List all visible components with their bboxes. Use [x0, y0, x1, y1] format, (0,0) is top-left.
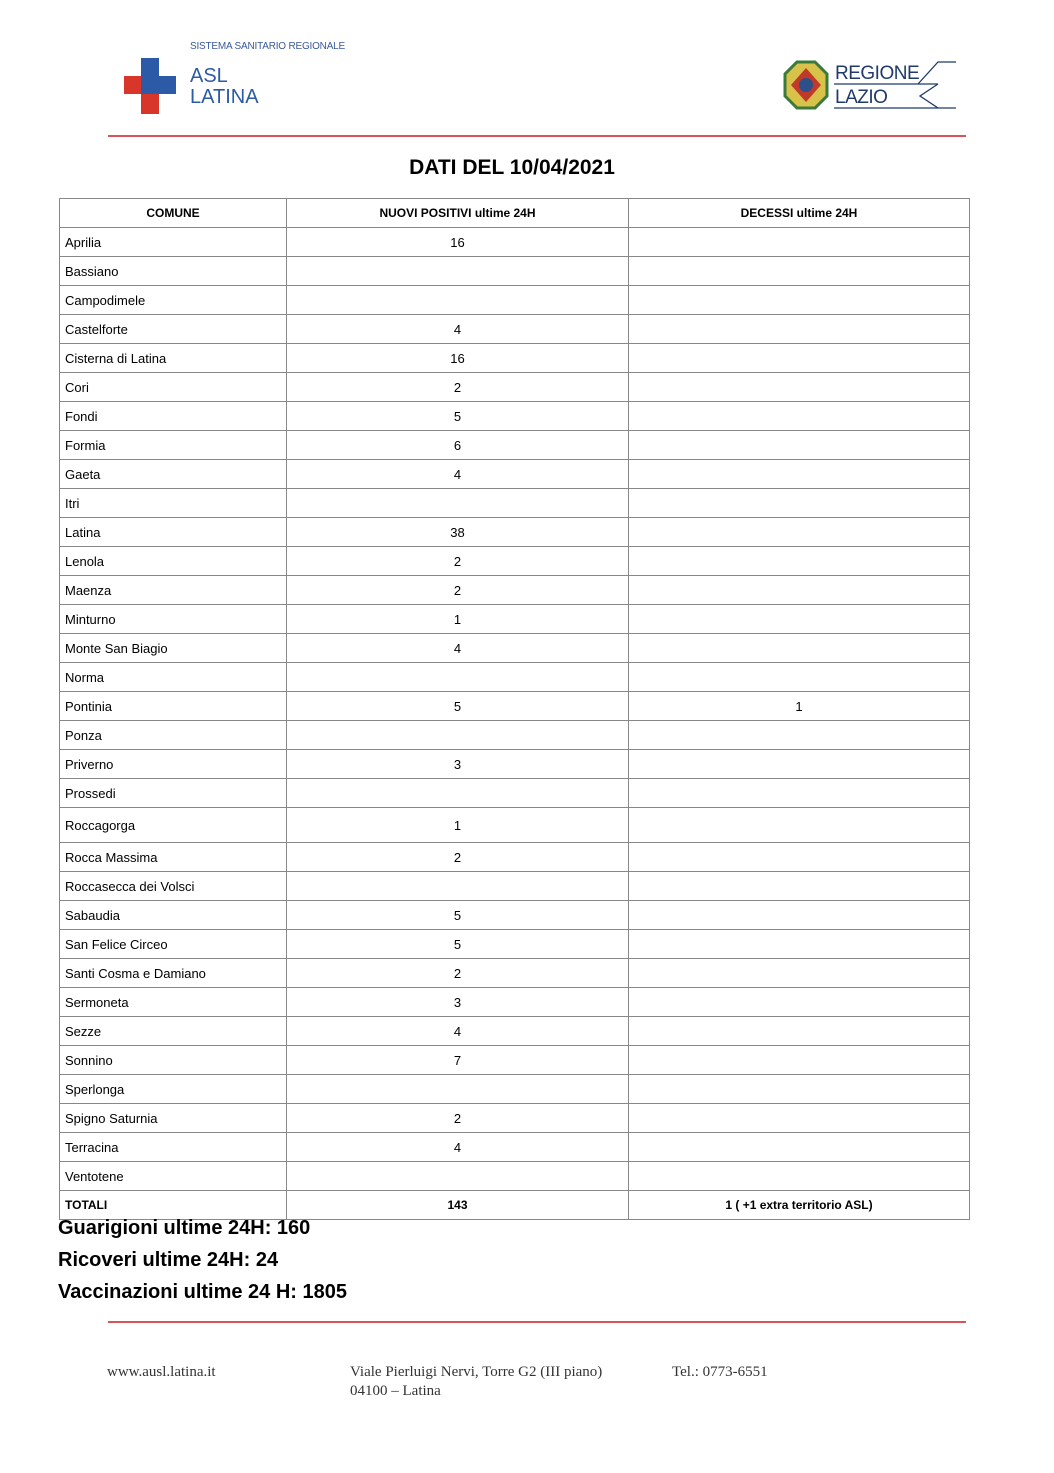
decessi-cell [629, 959, 970, 988]
comune-cell: Terracina [60, 1133, 287, 1162]
comune-cell: Roccasecca dei Volsci [60, 872, 287, 901]
decessi-cell [629, 721, 970, 750]
table-row [60, 257, 970, 286]
table-row [60, 460, 970, 489]
decessi-cell: 1 ( +1 extra territorio ASL) [629, 1191, 970, 1220]
decessi-cell [629, 1162, 970, 1191]
table-row [60, 402, 970, 431]
table-row [60, 634, 970, 663]
table-row [60, 663, 970, 692]
comune-cell: Formia [60, 431, 287, 460]
comune-cell: Sperlonga [60, 1075, 287, 1104]
table-row [60, 930, 970, 959]
nuovi-positivi-cell: 4 [287, 1017, 629, 1046]
nuovi-positivi-cell: 16 [287, 344, 629, 373]
comune-cell: Ponza [60, 721, 287, 750]
decessi-cell [629, 257, 970, 286]
ssr-label: SISTEMA SANITARIO REGIONALE [190, 41, 346, 52]
decessi-cell: 1 [629, 692, 970, 721]
summary-recoveries: Guarigioni ultime 24H: 160 [58, 1217, 311, 1239]
table-row [60, 750, 970, 779]
comune-cell: TOTALI [60, 1191, 287, 1220]
footer-address-line1: Viale Pierluigi Nervi, Torre G2 (III piano) [350, 1364, 603, 1380]
header-divider [108, 135, 966, 137]
comune-cell: Lenola [60, 547, 287, 576]
comune-cell: Priverno [60, 750, 287, 779]
table-row [60, 489, 970, 518]
decessi-cell [629, 547, 970, 576]
comune-cell: Monte San Biagio [60, 634, 287, 663]
nuovi-positivi-cell: 2 [287, 576, 629, 605]
comune-cell: Fondi [60, 402, 287, 431]
asl-line2: LATINA [190, 86, 259, 108]
nuovi-positivi-cell: 1 [287, 808, 629, 843]
comune-cell: Prossedi [60, 779, 287, 808]
nuovi-positivi-cell: 7 [287, 1046, 629, 1075]
nuovi-positivi-cell: 1 [287, 605, 629, 634]
column-header: COMUNE [60, 199, 287, 228]
comune-cell: Rocca Massima [60, 843, 287, 872]
decessi-cell [629, 576, 970, 605]
nuovi-positivi-cell: 2 [287, 547, 629, 576]
comune-cell: Cisterna di Latina [60, 344, 287, 373]
table-row [60, 692, 970, 721]
decessi-cell [629, 988, 970, 1017]
table-row [60, 431, 970, 460]
table-row [60, 518, 970, 547]
decessi-cell [629, 1075, 970, 1104]
comune-cell: Norma [60, 663, 287, 692]
document-title: DATI DEL 10/04/2021 [409, 156, 615, 179]
regione-line1: REGIONE [835, 63, 920, 84]
footer-website[interactable]: www.ausl.latina.it [107, 1364, 216, 1380]
regione-lazio-lines [834, 60, 958, 112]
table-row [60, 721, 970, 750]
decessi-cell [629, 315, 970, 344]
nuovi-positivi-cell: 3 [287, 988, 629, 1017]
decessi-cell [629, 286, 970, 315]
table-row [60, 344, 970, 373]
nuovi-positivi-cell [287, 1075, 629, 1104]
comune-cell: Aprilia [60, 228, 287, 257]
table-row [60, 988, 970, 1017]
totals-row [60, 1191, 970, 1220]
decessi-cell [629, 930, 970, 959]
decessi-cell [629, 901, 970, 930]
comune-cell: Cori [60, 373, 287, 402]
decessi-cell [629, 228, 970, 257]
column-header: DECESSI ultime 24H [629, 199, 970, 228]
nuovi-positivi-cell: 4 [287, 634, 629, 663]
nuovi-positivi-cell: 2 [287, 1104, 629, 1133]
comune-cell: Castelforte [60, 315, 287, 344]
decessi-cell [629, 1104, 970, 1133]
asl-cross-logo [124, 58, 176, 114]
decessi-cell [629, 750, 970, 779]
asl-line1: ASL [190, 65, 228, 87]
nuovi-positivi-cell: 2 [287, 959, 629, 988]
table-row [60, 315, 970, 344]
decessi-cell [629, 431, 970, 460]
nuovi-positivi-cell: 16 [287, 228, 629, 257]
decessi-cell [629, 344, 970, 373]
table-row [60, 872, 970, 901]
footer-divider [108, 1321, 966, 1323]
table-row [60, 1162, 970, 1191]
comune-cell: Santi Cosma e Damiano [60, 959, 287, 988]
footer-phone: Tel.: 0773-6551 [672, 1364, 768, 1380]
footer-address-line2: 04100 – Latina [350, 1383, 441, 1399]
comune-cell: Sezze [60, 1017, 287, 1046]
table-row [60, 1075, 970, 1104]
regione-line2: LAZIO [835, 87, 888, 108]
asl-name [190, 66, 259, 108]
nuovi-positivi-cell: 143 [287, 1191, 629, 1220]
decessi-cell [629, 460, 970, 489]
table-row [60, 605, 970, 634]
table-row [60, 1133, 970, 1162]
nuovi-positivi-cell: 4 [287, 1133, 629, 1162]
comune-cell: Ventotene [60, 1162, 287, 1191]
comune-cell: Latina [60, 518, 287, 547]
column-header: NUOVI POSITIVI ultime 24H [287, 199, 629, 228]
decessi-cell [629, 634, 970, 663]
decessi-cell [629, 489, 970, 518]
comune-cell: Roccagorga [60, 808, 287, 843]
table-row [60, 1046, 970, 1075]
table-row [60, 808, 970, 843]
decessi-cell [629, 1046, 970, 1075]
table-row [60, 1104, 970, 1133]
comune-cell: Sonnino [60, 1046, 287, 1075]
comune-cell: Spigno Saturnia [60, 1104, 287, 1133]
nuovi-positivi-cell [287, 489, 629, 518]
regione-lazio-emblem [783, 60, 829, 110]
comune-cell: Campodimele [60, 286, 287, 315]
comune-cell: Minturno [60, 605, 287, 634]
nuovi-positivi-cell [287, 779, 629, 808]
table-row [60, 547, 970, 576]
table-row [60, 843, 970, 872]
table-row [60, 373, 970, 402]
table-header-row [60, 199, 970, 228]
table-row [60, 1017, 970, 1046]
decessi-cell [629, 663, 970, 692]
decessi-cell [629, 872, 970, 901]
decessi-cell [629, 779, 970, 808]
decessi-cell [629, 843, 970, 872]
table-row [60, 959, 970, 988]
comune-cell: Gaeta [60, 460, 287, 489]
summary-hospitalizations: Ricoveri ultime 24H: 24 [58, 1249, 279, 1271]
decessi-cell [629, 373, 970, 402]
nuovi-positivi-cell [287, 663, 629, 692]
comune-cell: Bassiano [60, 257, 287, 286]
decessi-cell [629, 605, 970, 634]
nuovi-positivi-cell [287, 257, 629, 286]
decessi-cell [629, 1017, 970, 1046]
comune-cell: Pontinia [60, 692, 287, 721]
decessi-cell [629, 402, 970, 431]
nuovi-positivi-cell: 5 [287, 901, 629, 930]
nuovi-positivi-cell: 2 [287, 373, 629, 402]
table-row [60, 286, 970, 315]
table-row [60, 228, 970, 257]
nuovi-positivi-cell [287, 286, 629, 315]
nuovi-positivi-cell: 4 [287, 460, 629, 489]
nuovi-positivi-cell: 5 [287, 402, 629, 431]
decessi-cell [629, 518, 970, 547]
nuovi-positivi-cell [287, 872, 629, 901]
table-row [60, 779, 970, 808]
summary-vaccinations: Vaccinazioni ultime 24 H: 1805 [58, 1281, 348, 1303]
nuovi-positivi-cell: 4 [287, 315, 629, 344]
nuovi-positivi-cell: 38 [287, 518, 629, 547]
decessi-cell [629, 1133, 970, 1162]
comune-cell: San Felice Circeo [60, 930, 287, 959]
nuovi-positivi-cell: 2 [287, 843, 629, 872]
nuovi-positivi-cell: 5 [287, 692, 629, 721]
nuovi-positivi-cell [287, 721, 629, 750]
comune-cell: Sabaudia [60, 901, 287, 930]
nuovi-positivi-cell: 3 [287, 750, 629, 779]
data-table [59, 198, 970, 1220]
comune-cell: Maenza [60, 576, 287, 605]
nuovi-positivi-cell [287, 1162, 629, 1191]
nuovi-positivi-cell: 6 [287, 431, 629, 460]
table-row [60, 576, 970, 605]
table-row [60, 901, 970, 930]
nuovi-positivi-cell: 5 [287, 930, 629, 959]
comune-cell: Sermoneta [60, 988, 287, 1017]
decessi-cell [629, 808, 970, 843]
comune-cell: Itri [60, 489, 287, 518]
